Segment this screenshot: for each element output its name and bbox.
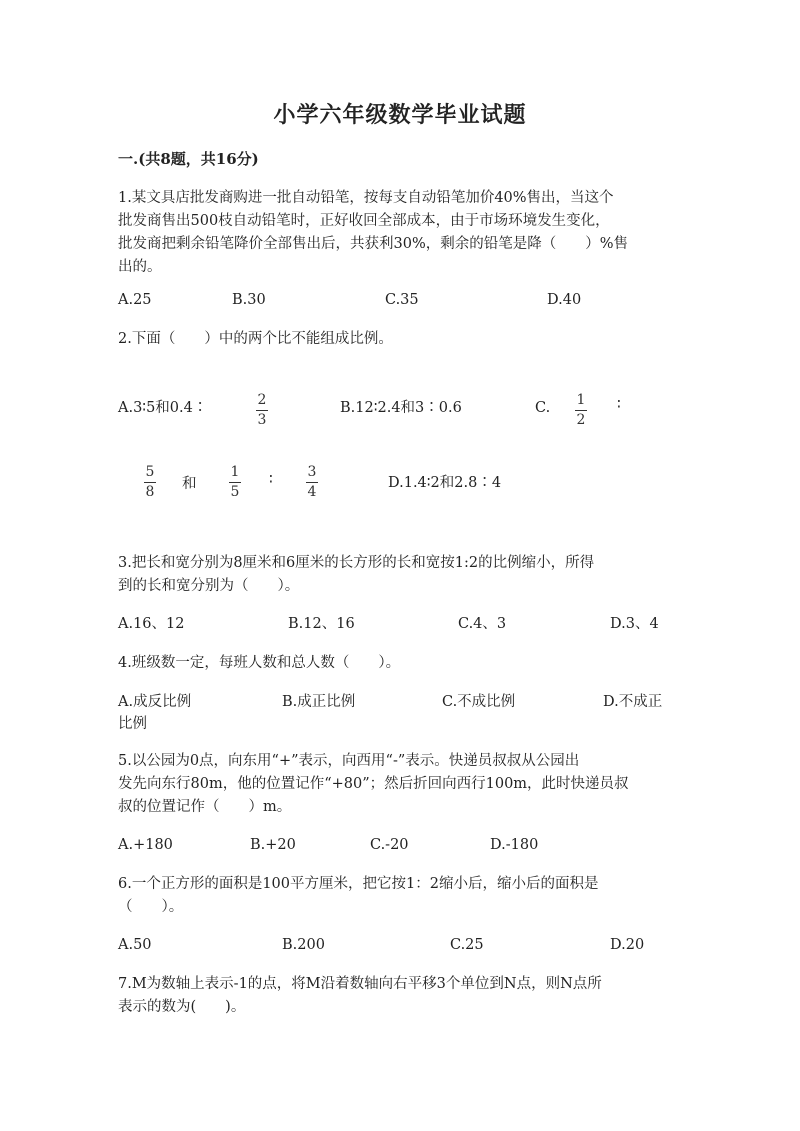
q4-option-a[interactable]: A.成反比例 <box>118 694 192 710</box>
q6-option-a[interactable]: A.50 <box>118 937 152 953</box>
question-line: 到的长和宽分别为（ ）。 <box>118 578 300 594</box>
question-3 <box>118 552 678 598</box>
q2-option-d[interactable]: D.1.4∶2和2.8∶4 <box>388 475 502 491</box>
q3-option-b[interactable]: B.12、16 <box>288 616 355 632</box>
fraction-numerator: 1 <box>230 464 240 480</box>
question-line: 批发商把剩余铅笔降价全部售出后，共获利30%，剩余的铅笔是降（ ）%售 <box>118 236 629 252</box>
q1-option-d[interactable]: D.40 <box>547 292 582 308</box>
question-7 <box>118 973 678 1019</box>
question-2 <box>118 328 678 351</box>
q1-option-a[interactable]: A.25 <box>118 292 152 308</box>
fraction-denominator: 2 <box>576 412 586 428</box>
q4-option-b[interactable]: B.成正比例 <box>282 694 356 710</box>
q3-option-c[interactable]: C.4、3 <box>458 616 507 632</box>
fraction-denominator: 8 <box>145 484 155 500</box>
fraction-numerator: 2 <box>257 392 267 408</box>
q2-option-b[interactable]: B.12∶2.4和3∶0.6 <box>340 400 462 416</box>
and-text: 和 <box>182 476 197 492</box>
fraction-denominator: 4 <box>307 484 317 500</box>
q4-option-d[interactable]: D.不成正 <box>603 694 663 710</box>
q5-option-a[interactable]: A.+180 <box>118 837 173 853</box>
question-line: 叔的位置记作（ ）m。 <box>118 799 292 815</box>
fraction-numerator: 1 <box>576 392 586 408</box>
question-line: 4.班级数一定，每班人数和总人数（ ）。 <box>118 655 401 671</box>
question-line: 表示的数为( )。 <box>118 999 246 1015</box>
q5-option-b[interactable]: B.+20 <box>250 837 296 853</box>
q4-option-c[interactable]: C.不成比例 <box>442 694 516 710</box>
fraction-1-2 <box>575 393 587 428</box>
question-6 <box>118 873 678 919</box>
q6-option-c[interactable]: C.25 <box>450 937 484 953</box>
question-line: 出的。 <box>118 259 162 275</box>
fraction-numerator: 3 <box>307 464 317 480</box>
q3-option-d[interactable]: D.3、4 <box>610 616 659 632</box>
question-line: 6.一个正方形的面积是100平方厘米，把它按1：2缩小后，缩小后的面积是 <box>118 876 599 892</box>
q1-option-c[interactable]: C.35 <box>385 292 419 308</box>
q5-option-c[interactable]: C.-20 <box>370 837 409 853</box>
question-line: 批发商售出500枝自动铅笔时，正好收回全部成本，由于市场环境发生变化， <box>118 213 610 229</box>
q2-option-c[interactable]: C. <box>535 400 551 416</box>
question-line: 1.某文具店批发商购进一批自动铅笔，按每支自动铅笔加价40%售出，当这个 <box>118 190 614 206</box>
q1-option-b[interactable]: B.30 <box>232 292 266 308</box>
question-line: 2.下面（ ）中的两个比不能组成比例。 <box>118 331 393 347</box>
fraction-2-3 <box>256 393 268 428</box>
question-line: 发先向东行80m，他的位置记作“+80”；然后折回向西行100m，此时快递员叔 <box>118 776 629 792</box>
section-heading: 一.(共8题，共16分) <box>118 150 259 168</box>
question-1 <box>118 187 678 279</box>
q4-option-d-wrap: 比例 <box>118 716 147 732</box>
fraction-numerator: 5 <box>145 464 155 480</box>
question-4 <box>118 652 678 675</box>
q5-option-d[interactable]: D.-180 <box>490 837 539 853</box>
page-title: 小学六年级数学毕业试题 <box>273 102 527 128</box>
q3-option-a[interactable]: A.16、12 <box>118 616 185 632</box>
fraction-3-4 <box>306 465 318 500</box>
ratio-colon: ∶ <box>617 397 621 413</box>
fraction-denominator: 3 <box>257 412 267 428</box>
fraction-5-8 <box>144 465 156 500</box>
question-5 <box>118 750 678 819</box>
q2-option-a[interactable]: A.3∶5和0.4∶ <box>118 400 208 416</box>
question-line: 7.M为数轴上表示-1的点，将M沿着数轴向右平移3个单位到N点，则N点所 <box>118 976 602 992</box>
q6-option-b[interactable]: B.200 <box>282 937 325 953</box>
question-line: 5.以公园为0点，向东用“+”表示，向西用“-”表示。快递员叔叔从公园出 <box>118 753 580 769</box>
q6-option-d[interactable]: D.20 <box>610 937 645 953</box>
fraction-1-5 <box>229 465 241 500</box>
question-line: （ ）。 <box>118 899 184 915</box>
question-line: 3.把长和宽分别为8厘米和6厘米的长方形的长和宽按1:2的比例缩小，所得 <box>118 555 595 571</box>
ratio-colon: ∶ <box>269 472 273 488</box>
fraction-denominator: 5 <box>230 484 240 500</box>
